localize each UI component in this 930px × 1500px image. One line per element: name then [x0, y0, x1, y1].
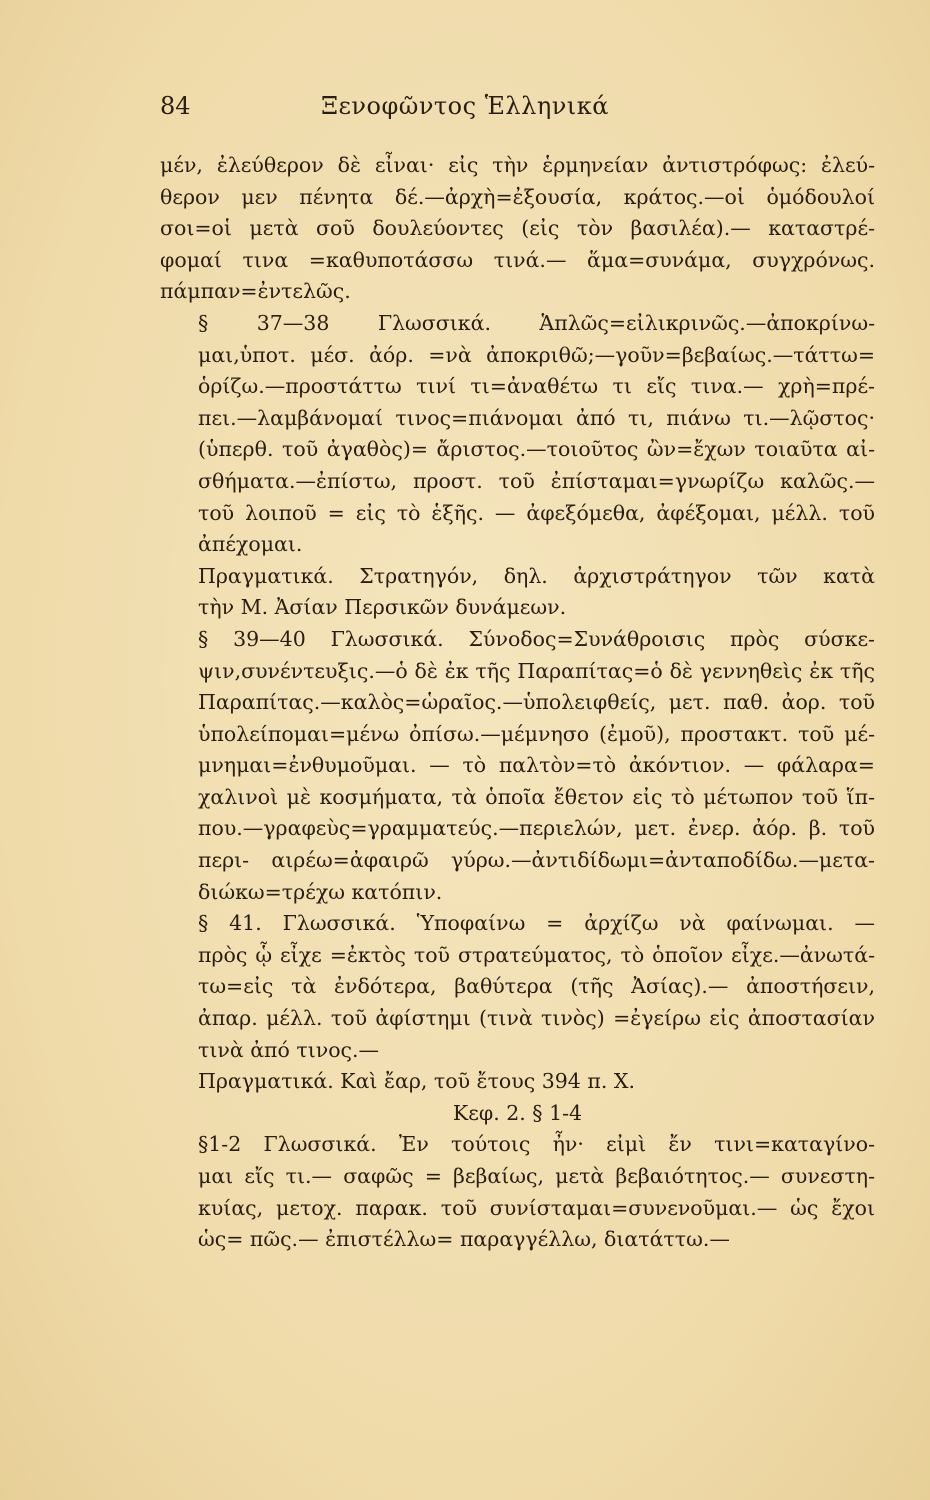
text-line: μαι,ὑποτ. μέσ. ἀόρ. =νὰ ἀποκριθῶ;—γοῦν=βεβαίως.—τάττω= [198, 342, 875, 367]
text-line: τοῦ λοιποῦ = εἰς τὸ ἑξῆς. — ἀφεξόμεθα, ἀφέξομαι, μέλλ. τοῦ [198, 500, 875, 525]
page-header [160, 92, 770, 132]
paragraph [160, 1066, 875, 1098]
text-line: κυίας, μετοχ. παρακ. τοῦ συνίσταμαι=συνενοῦμαι.— ὡς ἔχοι [198, 1195, 875, 1220]
paragraph [160, 624, 875, 908]
text-line: πάμπαν=ἐντελῶς. [160, 279, 351, 304]
text-line: που.—γραφεὺς=γραμματεύς.—περιελών, μετ. ἐνερ. ἀόρ. β. τοῦ [198, 816, 875, 841]
text-line: θερον μεν πένητα δέ.—ἀρχὴ=ἐξουσία, κράτος.—οἱ ὁμόδουλοί [160, 184, 875, 209]
text-line: περι- αιρέω=ἀφαιρῶ γύρω.—ἀντιδίδωμι=ἀνταποδίδω.—μετα- [198, 848, 875, 873]
text-line: ἀπέχομαι. [198, 532, 303, 557]
text-line: § 41. Γλωσσικά. Ὑποφαίνω = ἀρχίζω νὰ φαίνωμαι. — [198, 911, 875, 936]
text-line: φομαί τινα =καθυποτάσσω τινά.— ἅμα=συνάμα, συγχρόνως. [160, 247, 875, 272]
paragraph [160, 561, 875, 624]
text-line: πει.—λαμβάνομαί τινος=πιάνομαι ἀπό τι, πιάνω τι.—λῷστος· [198, 405, 875, 430]
text-line: §1-2 Γλωσσικά. Ἐν τούτοις ἦν· εἰμὶ ἔν τινι=καταγίνο- [198, 1132, 875, 1157]
paragraph [160, 908, 875, 1066]
text-line: διώκω=τρέχω κατόπιν. [198, 879, 443, 904]
text-line: (ὑπερθ. τοῦ ἀγαθὸς)= ἄριστος.—τοιοῦτος ὢν=ἔχων τοιαῦτα αἰ- [198, 437, 875, 462]
text-line: μέν, ἐλεύθερον δὲ εἶναι· εἰς τὴν ἑρμηνείαν ἀντιστρόφως: ἐλεύ- [160, 153, 875, 177]
page-number: 84 [160, 92, 191, 120]
text-line: ἀπαρ. μέλλ. τοῦ ἀφίστημι (τινὰ τινὸς) =ἐγείρω εἰς ἀποστασίαν [198, 1006, 875, 1031]
paragraph [160, 1098, 875, 1130]
text-line: μαι εἴς τι.— σαφῶς = βεβαίως, μετὰ βεβαιότητος.— συνεστη- [198, 1164, 875, 1188]
text-line: ὡς= πῶς.— ἐπιστέλλω= παραγγέλλω, διατάττω.— [198, 1227, 730, 1252]
text-line: πρὸς ᾧ εἶχε =ἐκτὸς τοῦ στρατεύματος, τὸ ὁποῖον εἶχε.—ἀνωτά- [198, 942, 875, 967]
paragraph [160, 150, 875, 308]
page-body [160, 150, 875, 1256]
text-line: § 39—40 Γλωσσικά. Σύνοδος=Συνάθροισις πρὸς σύσκε- [198, 626, 875, 651]
text-line: τω=εἰς τὰ ἐνδότερα, βαθύτερα (τῆς Ἀσίας).— ἀποστήσειν, [198, 974, 875, 999]
text-line: Κεφ. 2. § 1-4 [452, 1100, 583, 1125]
running-title: Ξενοφῶντος Ἑλληνικά [321, 92, 609, 120]
text-line: Πραγματικά. Καὶ ἔαρ, τοῦ ἔτους 394 π. Χ. [198, 1069, 635, 1094]
text-line: τὴν Μ. Ἀσίαν Περσικῶν δυνάμεων. [198, 595, 567, 620]
text-line: ψιν,συνέντευξις.—ὁ δὲ ἐκ τῆς Παραπίτας=ὁ δὲ γεννηθεὶς ἐκ τῆς [198, 658, 875, 683]
paragraph [160, 1129, 875, 1255]
text-line: τινὰ ἀπό τινος.— [198, 1037, 380, 1062]
text-line: § 37—38 Γλωσσικά. Ἁπλῶς=εἰλικρινῶς.—ἀποκρίνω- [198, 310, 875, 335]
paragraph [160, 308, 875, 561]
text-line: σθήματα.—ἐπίστω, προστ. τοῦ ἐπίσταμαι=γνωρίζω καλῶς.— [198, 468, 875, 493]
text-line: μνημαι=ἐνθυμοῦμαι. — τὸ παλτὸν=τὸ ἀκόντιον. — φάλαρα= [198, 753, 875, 778]
text-line: ὁρίζω.—προστάττω τινί τι=ἀναθέτω τι εἴς τινα.— χρὴ=πρέ- [198, 374, 875, 399]
text-line: Πραγματικά. Στρατηγόν, δηλ. ἀρχιστράτηγον τῶν κατὰ [198, 563, 875, 588]
text-line: χαλινοὶ μὲ κοσμήματα, τὰ ὁποῖα ἔθετον εἰς τὸ μέτωπον τοῦ ἵπ- [198, 784, 875, 809]
text-line: σοι=οἱ μετὰ σοῦ δουλεύοντες (εἰς τὸν βασιλέα).— καταστρέ- [160, 216, 875, 241]
text-line: ὑπολείπομαι=μένω ὀπίσω.—μέμνησο (ἐμοῦ), προστακτ. τοῦ μέ- [198, 721, 875, 746]
text-line: Παραπίτας.—καλὸς=ὡραῖος.—ὑπολειφθείς, μετ. παθ. ἀορ. τοῦ [198, 690, 875, 715]
